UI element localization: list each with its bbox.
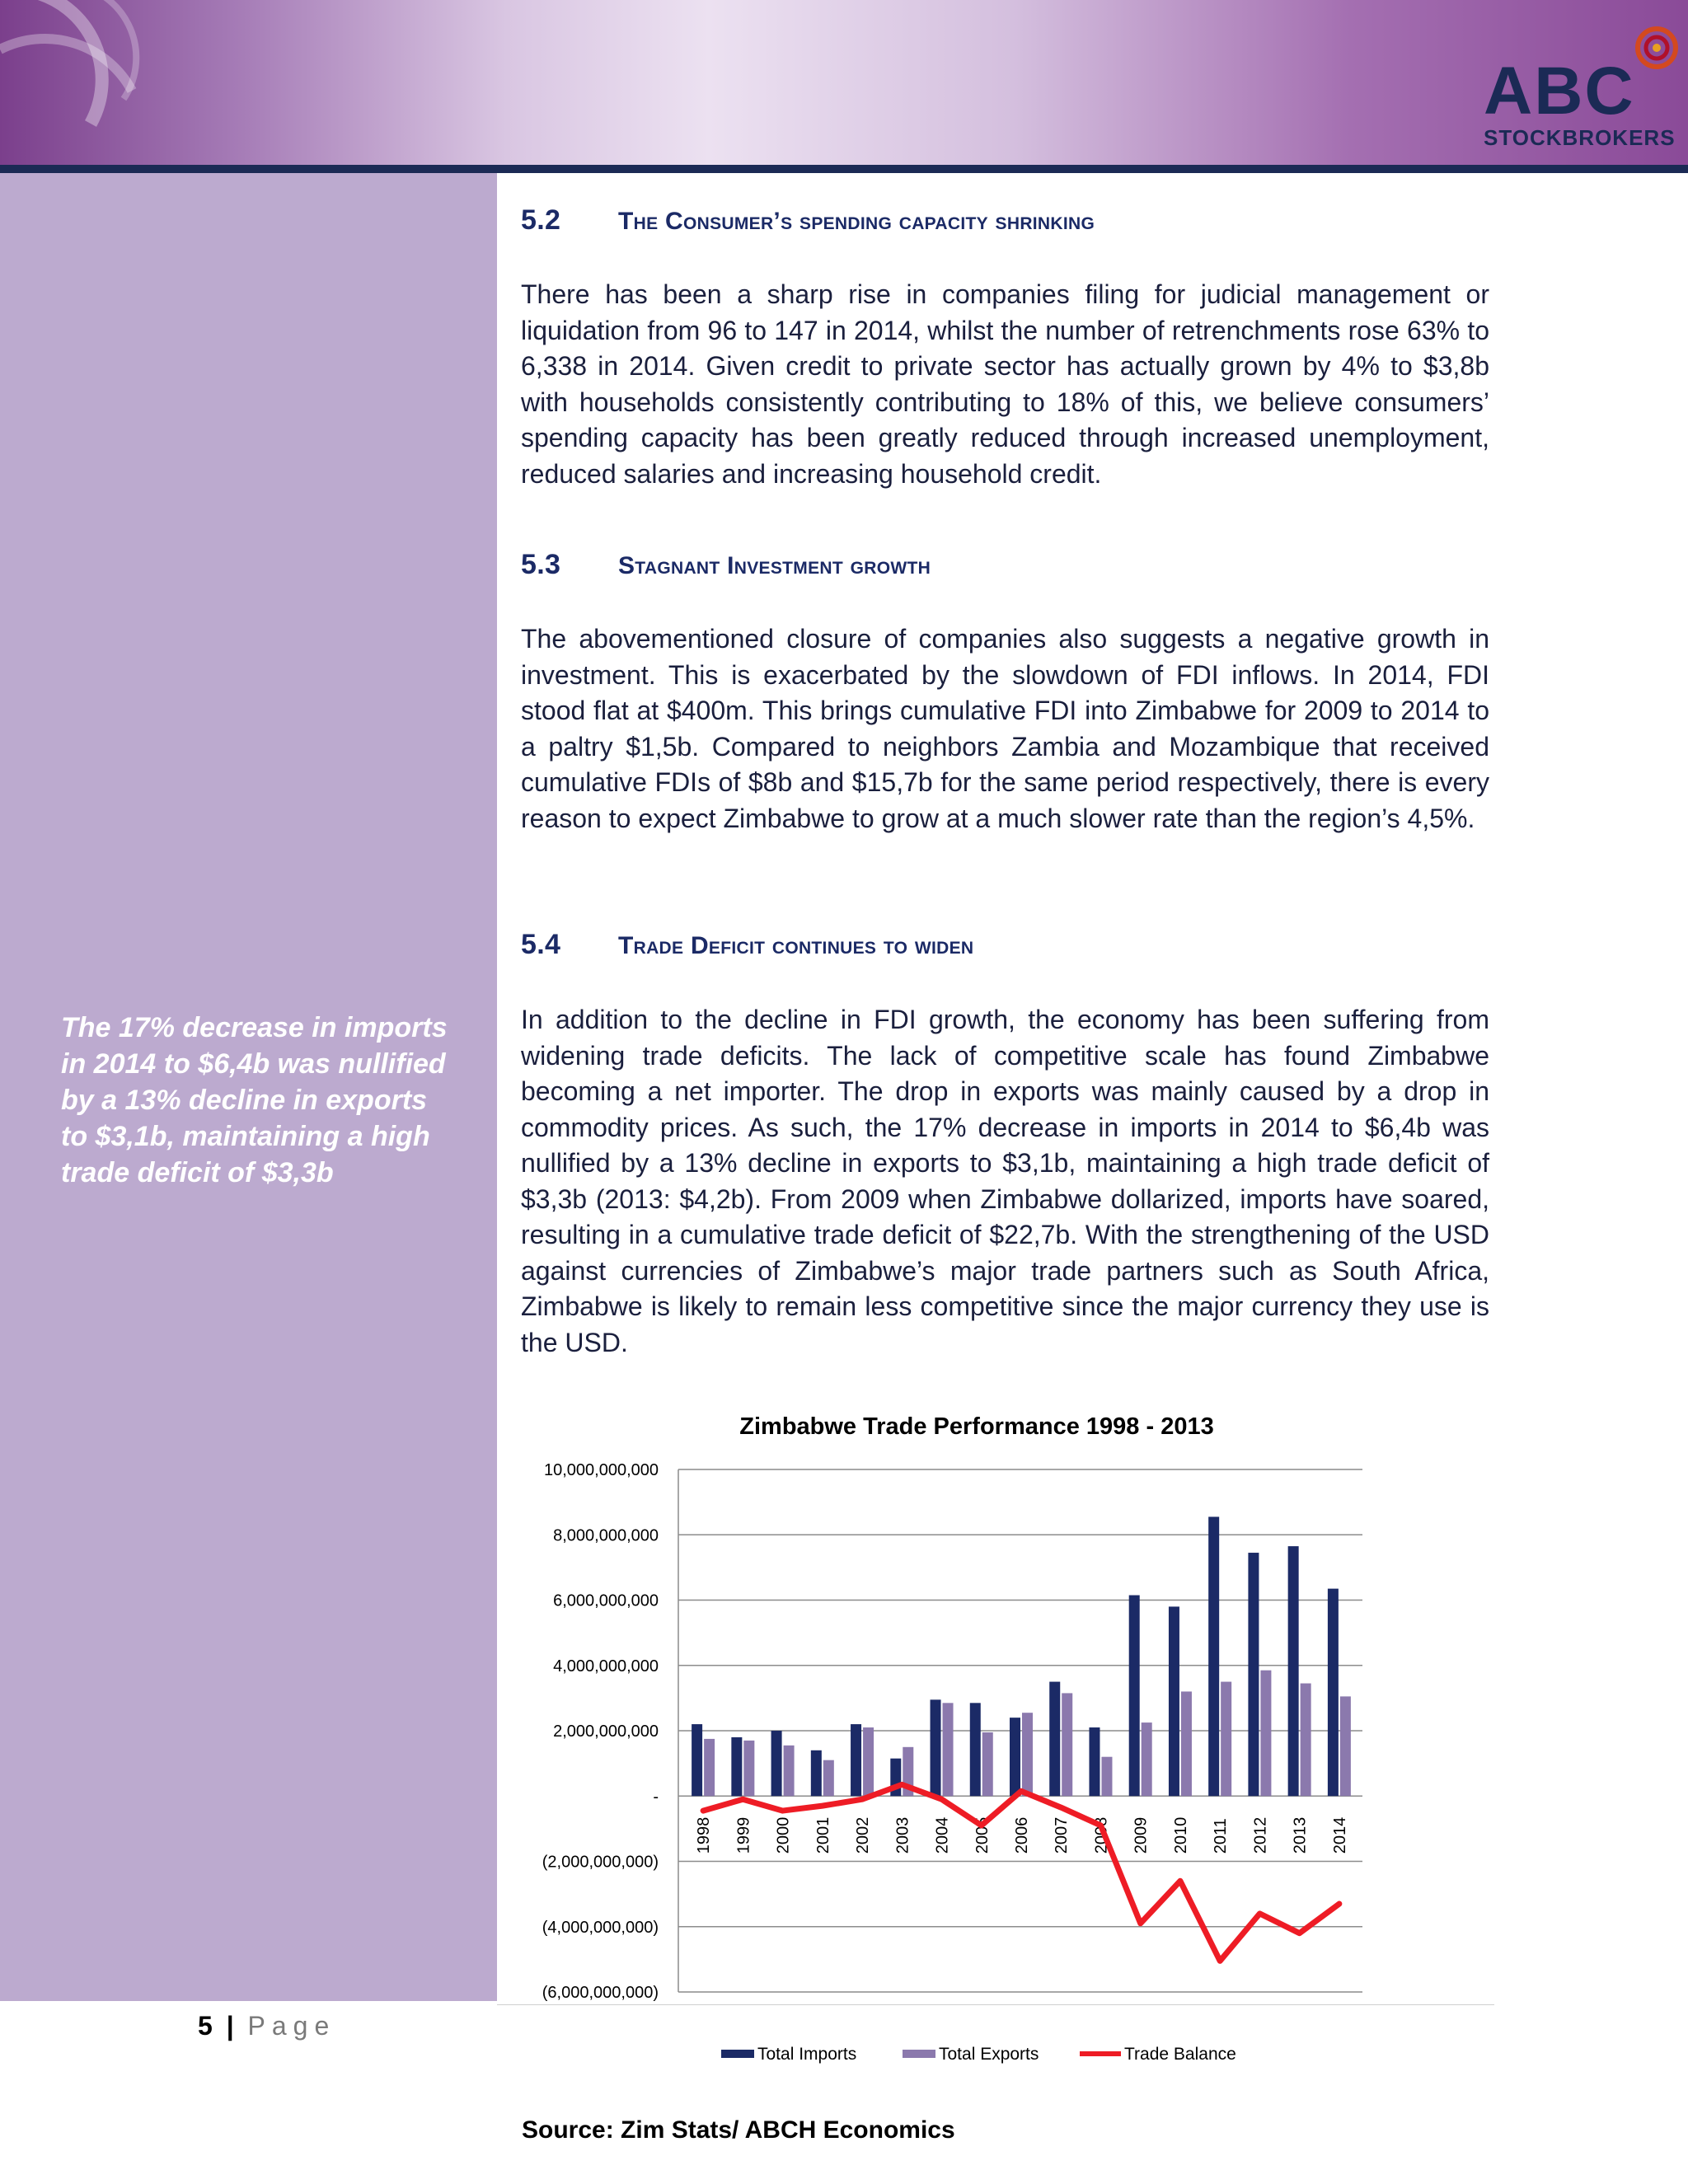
bar-total-imports: [1129, 1596, 1140, 1797]
bar-total-exports: [1181, 1691, 1192, 1796]
header-band: [0, 165, 1688, 173]
section-number: 5.2: [521, 204, 561, 236]
y-tick-label: 10,000,000,000: [543, 1461, 659, 1479]
y-tick-label: 8,000,000,000: [553, 1526, 659, 1545]
section-heading-5-2: [521, 204, 1095, 237]
bar-total-exports: [1142, 1722, 1152, 1796]
legend-label: Total Exports: [939, 2045, 1039, 2064]
legend-label: Trade Balance: [1124, 2045, 1236, 2064]
section-heading-5-4: [521, 929, 973, 961]
legend-swatch: [903, 2050, 935, 2058]
logo-ring-icon: [1634, 25, 1680, 71]
section-title: Trade Deficit continues to widen: [618, 932, 974, 959]
trade-performance-chart: [497, 1393, 1503, 2093]
section-number: 5.3: [521, 549, 561, 580]
chart-title: Zimbabwe Trade Performance 1998 - 2013: [739, 1413, 1214, 1440]
y-tick-label: 2,000,000,000: [553, 1722, 659, 1741]
bar-total-exports: [982, 1732, 993, 1796]
x-tick-label: 2000: [774, 1816, 793, 1854]
x-tick-label: 2013: [1291, 1816, 1310, 1854]
section-body-5-4: In addition to the decline in FDI growth, the economy has been suffering from widening trade deficits. The lack of competitive scale has found Zimbabwe becoming a net importer. The drop in exports was mainly caused by a drop in commodity prices. As such, the 17% decrease in imports in 2014 to $6,4b was nullified by a 13% decline in exports to $3,1b, maintaining a high trade deficit of $3,3b (2013: $4,2b). From 2009 when Zimbabwe dollarized, imports have soared, resulting in a cumulative trade deficit of $22,7b. With the strengthening of the USD against currencies of Zimbabwe’s major trade partners such as South Africa, Zimbabwe is likely to remain less competitive since the major currency they use is the USD.: [521, 1005, 1489, 1357]
bar-total-imports: [931, 1699, 941, 1796]
chart-bars: [692, 1516, 1351, 1796]
bar-total-exports: [943, 1703, 954, 1796]
bar-total-exports: [1260, 1671, 1271, 1797]
x-tick-label: 2001: [814, 1816, 832, 1854]
legend-swatch: [721, 2050, 754, 2058]
bar-total-imports: [1010, 1718, 1020, 1796]
section-body-5-3: The abovementioned closure of companies also suggests a negative growth in investment. This is exacerbated by the slowdown of FDI inflows. In 2014, FDI stood flat at $400m. This brings cumulative FDI into Zimbabwe for 2009 to 2014 to a paltry $1,5b. Compared to neighbors Zambia and Mozambique that received cumulative FDIs of $8b and $15,7b for the same period respectively, there is every reason to expect Zimbabwe to grow at a much slower rate than the region’s 4,5%.: [521, 624, 1489, 833]
x-tick-label: 2004: [933, 1816, 952, 1854]
bar-total-imports: [811, 1750, 822, 1796]
bar-total-imports: [851, 1724, 861, 1796]
y-tick-label: (4,000,000,000): [542, 1918, 659, 1937]
x-tick-label: 2011: [1212, 1818, 1231, 1854]
page-footer: [198, 2011, 335, 2041]
logo-subtext: STOCKBROKERS: [1484, 125, 1676, 150]
y-tick-label: 6,000,000,000: [553, 1591, 659, 1610]
section-heading-5-3: [521, 549, 931, 581]
section-title: Stagnant Investment growth: [618, 552, 931, 579]
bar-total-exports: [1221, 1682, 1231, 1797]
bar-total-exports: [823, 1760, 834, 1797]
logo-text: ABC: [1484, 54, 1635, 129]
bar-total-exports: [863, 1727, 874, 1796]
company-logo: [1484, 25, 1681, 157]
bar-total-imports: [970, 1703, 981, 1796]
y-tick-label: -: [653, 1788, 659, 1807]
x-tick-label: 2002: [854, 1816, 873, 1854]
legend-label: Total Imports: [757, 2045, 857, 2064]
x-tick-label: 2009: [1132, 1816, 1151, 1854]
bar-total-imports: [1248, 1553, 1259, 1796]
x-tick-label: 2014: [1330, 1816, 1349, 1854]
bar-total-imports: [692, 1724, 702, 1796]
chart-legend: [721, 2045, 1236, 2064]
bar-total-exports: [704, 1739, 715, 1796]
page-label: Page: [247, 2011, 336, 2041]
bar-total-imports: [1089, 1727, 1100, 1796]
x-tick-label: 1998: [695, 1816, 714, 1854]
trade-balance-line: [703, 1784, 1339, 1961]
bar-total-imports: [1288, 1546, 1299, 1796]
footer-separator: |: [226, 2011, 237, 2041]
bar-total-exports: [743, 1741, 754, 1796]
footer-divider: [497, 2004, 1494, 2005]
bar-total-imports: [771, 1731, 782, 1796]
bar-total-exports: [1301, 1684, 1311, 1797]
swirl-decoration-icon: [0, 0, 165, 165]
y-tick-label: (6,000,000,000): [542, 1984, 659, 2002]
bar-total-imports: [731, 1737, 742, 1796]
section-title: The Consumer’s spending capacity shrinking: [618, 208, 1095, 235]
bar-total-imports: [1169, 1606, 1179, 1796]
legend-swatch: [1080, 2051, 1121, 2056]
x-tick-label: 1999: [734, 1816, 753, 1854]
section-body-5-2: There has been a sharp rise in companies filing for judicial management or liquidation from 96 to 147 in 2014, whilst the number of retrenchments rose 63% to 6,338 in 2014. Given credit to private sector has actually grown by 4% to $3,8b with households consistently contributing to 18% of this, we believe consumers’ spending capacity has been greatly reduced through increased unemployment, reduced salaries and increasing household credit.: [521, 279, 1489, 489]
y-tick-label: 4,000,000,000: [553, 1657, 659, 1675]
page-number: 5: [198, 2011, 216, 2041]
bar-total-exports: [1340, 1696, 1351, 1796]
section-number: 5.4: [521, 929, 561, 960]
x-tick-label: 2006: [1013, 1816, 1031, 1854]
x-tick-label: 2007: [1053, 1816, 1071, 1854]
bar-total-exports: [784, 1746, 795, 1796]
pull-quote: The 17% decrease in imports in 2014 to $6,4b was nullified by a 13% decline in exports to $3,1b, maintaining a high trade deficit of $3,3b: [61, 1012, 448, 1188]
x-tick-label: 2008: [1092, 1816, 1111, 1854]
page-header: [0, 0, 1688, 165]
y-tick-label: (2,000,000,000): [542, 1853, 659, 1872]
chart-source: Source: Zim Stats/ ABCH Economics: [522, 2116, 955, 2144]
x-tick-label: 2003: [893, 1816, 912, 1854]
chart-x-axis: [695, 1817, 1349, 1854]
bar-total-imports: [1328, 1589, 1339, 1797]
x-tick-label: 2005: [973, 1816, 992, 1854]
bar-total-exports: [1062, 1693, 1072, 1796]
x-tick-label: 2012: [1251, 1816, 1270, 1854]
x-tick-label: 2010: [1171, 1816, 1190, 1854]
bar-total-exports: [1101, 1757, 1112, 1797]
bar-total-imports: [1208, 1516, 1219, 1796]
chart-trade-balance-line: [703, 1784, 1339, 1961]
bar-total-imports: [1049, 1682, 1060, 1797]
bar-total-exports: [1022, 1713, 1033, 1796]
chart-y-axis: [542, 1461, 659, 2002]
